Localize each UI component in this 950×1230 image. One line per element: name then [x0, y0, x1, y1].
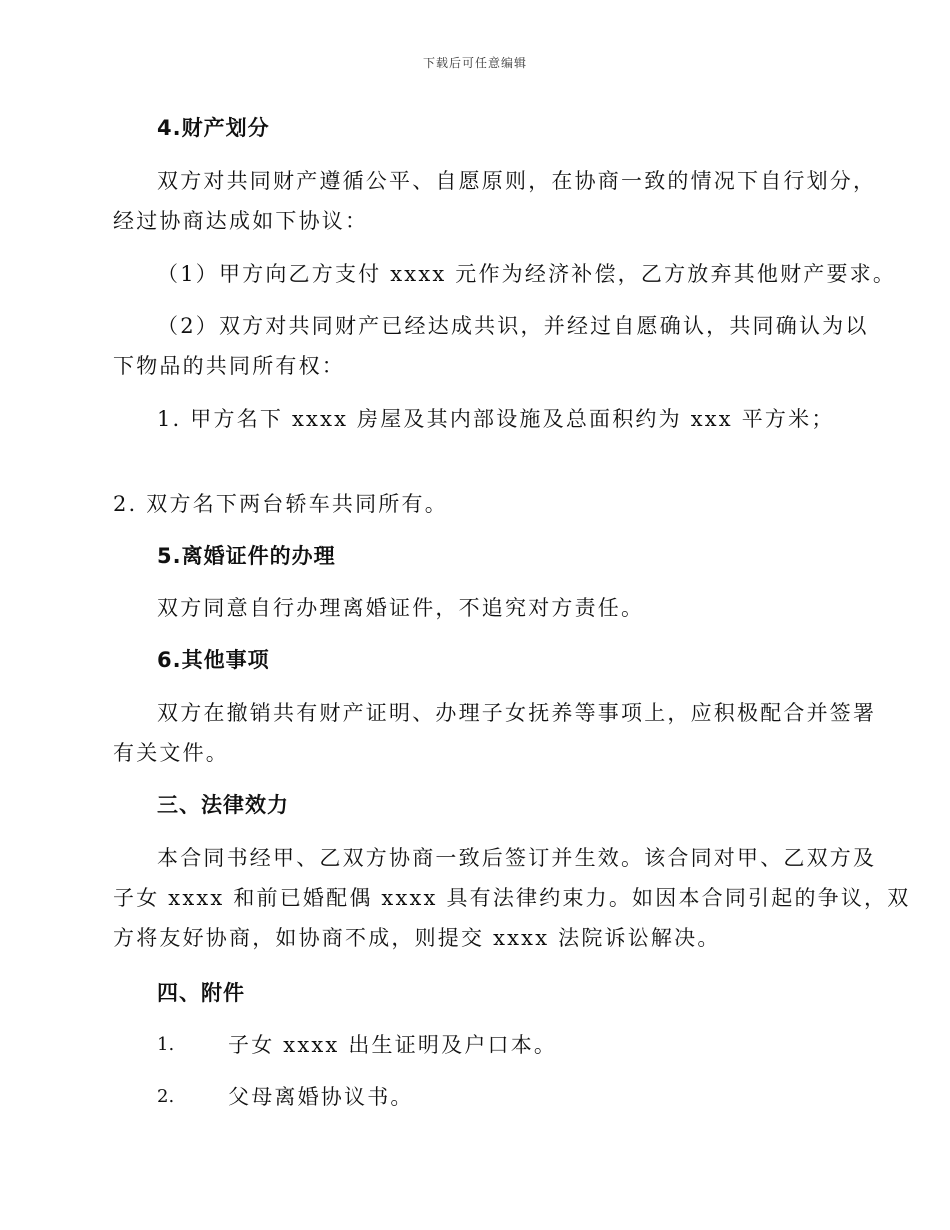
section-heading-legal: 三、法律效力 — [157, 793, 289, 817]
page-header: 下载后可任意编辑 — [422, 56, 527, 70]
section-heading-divorce-cert: 5.离婚证件的办理 — [157, 544, 336, 568]
paragraph-line: 下物品的共同所有权： — [113, 354, 345, 378]
attachment-number: 1. — [157, 1034, 175, 1055]
paragraph-line: 经过协商达成如下协议： — [113, 209, 369, 233]
section-heading-property: 4.财产划分 — [157, 116, 270, 140]
attachment-number: 2. — [157, 1086, 175, 1107]
list-item: 2. 双方名下两台轿车共同所有。 — [113, 492, 448, 516]
list-item: 1. 甲方名下 xxxx 房屋及其内部设施及总面积约为 xxx 平方米； — [157, 407, 835, 431]
attachment-item: 子女 xxxx 出生证明及户口本。 — [228, 1033, 558, 1057]
paragraph-line: 有关文件。 — [113, 741, 229, 765]
paragraph-line: 双方对共同财产遵循公平、自愿原则，在协商一致的情况下自行划分， — [157, 169, 877, 193]
paragraph-line: 双方同意自行办理离婚证件，不追究对方责任。 — [157, 596, 645, 620]
list-item: （2）双方对共同财产已经达成共识，并经过自愿确认，共同确认为以 — [157, 314, 869, 338]
section-heading-other: 6.其他事项 — [157, 648, 270, 672]
paragraph-line: 子女 xxxx 和前已婚配偶 xxxx 具有法律约束力。如因本合同引起的争议，双 — [113, 886, 911, 910]
paragraph-line: 方将友好协商，如协商不成，则提交 xxxx 法院诉讼解决。 — [113, 926, 721, 950]
paragraph-line: 双方在撤销共有财产证明、办理子女抚养等事项上，应积极配合并签署 — [157, 701, 877, 725]
section-heading-attachments: 四、附件 — [157, 981, 245, 1005]
paragraph-line: 本合同书经甲、乙双方协商一致后签订并生效。该合同对甲、乙双方及 — [157, 846, 877, 870]
attachment-item: 父母离婚协议书。 — [228, 1085, 414, 1109]
list-item: （1）甲方向乙方支付 xxxx 元作为经济补偿，乙方放弃其他财产要求。 — [157, 262, 897, 286]
